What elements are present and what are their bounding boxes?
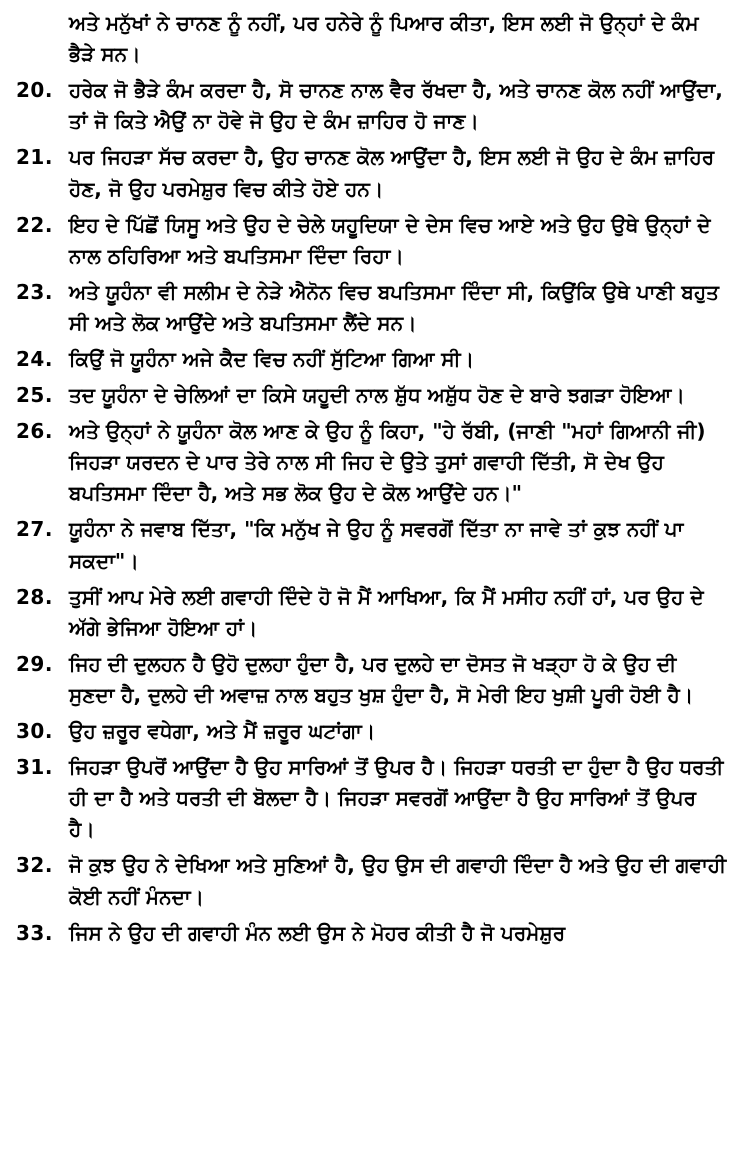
verse-number: 32.: [16, 853, 53, 878]
verse-23: [16, 277, 728, 339]
verse-text: ਅਤੇ ਮਨੁੱਖਾਂ ਨੇ ਚਾਨਣ ਨੂੰ ਨਹੀਂ, ਪਰ ਹਨੇਰੇ ਨੂੰ ਪਿਆਰ ਕੀਤਾ, ਇਸ ਲਈ ਜੋ ਉਨ੍ਹਾਂ ਦੇ ਕੰਮ ਭੈੜੇ ਸਨ।: [69, 11, 699, 67]
verse-number: 21.: [16, 145, 53, 170]
verse-text: ਅਤੇ ਯੂਹੰਨਾ ਵੀ ਸਲੀਮ ਦੇ ਨੇੜੇ ਐਨੋਨ ਵਿਚ ਬਪਤਿਸਮਾ ਦਿੰਦਾ ਸੀ, ਕਿਉਂਕਿ ਉਥੇ ਪਾਣੀ ਬਹੁਤ ਸੀ ਅਤੇ ਲੋਕ ਆਉਂਦੇ ਅਤੇ ਬਪਤਿਸਮਾ ਲੈਂਦੇ ਸਨ।: [69, 279, 719, 336]
verse-text: ਕਿਉਂ ਜੋ ਯੂਹੰਨਾ ਅਜੇ ਕੈਦ ਵਿਚ ਨਹੀਂ ਸੁੱਟਿਆ ਗਿਆ ਸੀ।: [69, 347, 475, 372]
verse-number: 24.: [16, 347, 53, 372]
verse-31: [16, 752, 728, 846]
verse-number: 26.: [16, 419, 53, 444]
verse-number: 31.: [16, 755, 53, 780]
verse-number: 33.: [16, 920, 53, 945]
verse-number: 27.: [16, 517, 53, 542]
verse-text: ਜਿਸ ਨੇ ਉਹ ਦੀ ਗਵਾਹੀ ਮੰਨ ਲਈ ਉਸ ਨੇ ਮੋਹਰ ਕੀਤੀ ਹੈ ਜੋ ਪਰਮੇਸ਼ੁਰ: [69, 920, 566, 945]
verse-number: 22.: [16, 212, 53, 237]
verse-33: [16, 918, 728, 949]
verse-32: [16, 850, 728, 912]
verse-29: [16, 649, 728, 711]
verse-number: 28.: [16, 584, 53, 609]
verse-text: ਉਹ ਜ਼ਰੂਰ ਵਧੇਗਾ, ਅਤੇ ਮੈਂ ਜ਼ਰੂਰ ਘਟਾਂਗਾ।: [69, 719, 376, 744]
verse-number: 30.: [16, 719, 53, 744]
verse-continuation: [16, 8, 728, 70]
verse-text: ਇਹ ਦੇ ਪਿੱਛੋਂ ਯਿਸੂ ਅਤੇ ਉਹ ਦੇ ਚੇਲੇ ਯਹੂਦਿਯਾ ਦੇ ਦੇਸ ਵਿਚ ਆਏ ਅਤੇ ਉਹ ਉਥੇ ਉਨ੍ਹਾਂ ਦੇ ਨਾਲ ਠਹਿਰਿਆ ਅਤੇ ਬਪਤਿਸਮਾ ਦਿੰਦਾ ਰਿਹਾ।: [69, 212, 711, 268]
verse-26: [16, 416, 728, 510]
verse-number: 25.: [16, 383, 53, 408]
verse-25: [16, 380, 728, 411]
verse-number: 20.: [16, 78, 53, 103]
verse-22: [16, 210, 728, 272]
verse-text: ਤਦ ਯੂਹੰਨਾ ਦੇ ਚੇਲਿਆਂ ਦਾ ਕਿਸੇ ਯਹੂਦੀ ਨਾਲ ਸ਼ੁੱਧ ਅਸ਼ੁੱਧ ਹੋਣ ਦੇ ਬਾਰੇ ਝਗੜਾ ਹੋਇਆ।: [69, 383, 685, 408]
verse-text: ਤੁਸੀਂ ਆਪ ਮੇਰੇ ਲਈ ਗਵਾਹੀ ਦਿੰਦੇ ਹੋ ਜੋ ਮੈਂ ਆਖਿਆ, ਕਿ ਮੈਂ ਮਸੀਹ ਨਹੀਂ ਹਾਂ, ਪਰ ਉਹ ਦੇ ਅੱਗੇ ਭੇਜਿਆ ਹੋਇਆ ਹਾਂ।: [69, 584, 704, 640]
verse-20: [16, 75, 728, 137]
verse-text: ਅਤੇ ਉਨ੍ਹਾਂ ਨੇ ਯੂਹੰਨਾ ਕੋਲ ਆਣ ਕੇ ਉਹ ਨੂੰ ਕਿਹਾ, "ਹੇ ਰੱਬੀ, (ਜਾਣੀ "ਮਹਾਂ ਗਿਆਨੀ ਜੀ) ਜਿਹੜਾ ਯਰਦਨ ਦੇ ਪਾਰ ਤੇਰੇ ਨਾਲ ਸੀ ਜਿਹ ਦੇ ਉਤੇ ਤੁਸਾਂ ਗਵਾਹੀ ਦਿੱਤੀ, ਸੋ ਦੇਖ ਉਹ ਬਪਤਿਸਮਾ ਦਿੰਦਾ ਹੈ, ਅਤੇ ਸਭ ਲੋਕ ਉਹ ਦੇ ਕੋਲ ਆਉਂਦੇ ਹਨ।": [69, 419, 706, 506]
verse-number: 23.: [16, 279, 53, 304]
verse-text: ਯੂਹੰਨਾ ਨੇ ਜਵਾਬ ਦਿੱਤਾ, "ਕਿ ਮਨੁੱਖ ਜੇ ਉਹ ਨੂੰ ਸਵਰਗੋਂ ਦਿੱਤਾ ਨਾ ਜਾਵੇ ਤਾਂ ਕੁਝ ਨਹੀਂ ਪਾ ਸਕਦਾ"।: [69, 517, 684, 573]
verse-text: ਹਰੇਕ ਜੋ ਭੈੜੇ ਕੰਮ ਕਰਦਾ ਹੈ, ਸੋ ਚਾਨਣ ਨਾਲ ਵੈਰ ਰੱਖਦਾ ਹੈ, ਅਤੇ ਚਾਨਣ ਕੋਲ ਨਹੀਂ ਆਉਂਦਾ, ਤਾਂ ਜੋ ਕਿਤੇ ਐਉਂ ਨਾ ਹੋਵੇ ਜੋ ਉਹ ਦੇ ਕੰਮ ਜ਼ਾਹਿਰ ਹੋ ਜਾਣ।: [69, 78, 723, 134]
verse-30: [16, 716, 728, 747]
verse-24: [16, 344, 728, 375]
verse-text: ਜਿਹੜਾ ਉਪਰੋਂ ਆਉਂਦਾ ਹੈ ਉਹ ਸਾਰਿਆਂ ਤੋਂ ਉਪਰ ਹੈ। ਜਿਹੜਾ ਧਰਤੀ ਦਾ ਹੁੰਦਾ ਹੈ ਉਹ ਧਰਤੀ ਹੀ ਦਾ ਹੈ ਅਤੇ ਧਰਤੀ ਦੀ ਬੋਲਦਾ ਹੈ। ਜਿਹੜਾ ਸਵਰਗੋਂ ਆਉਂਦਾ ਹੈ ਉਹ ਸਾਰਿਆਂ ਤੋਂ ਉਪਰ ਹੈ।: [69, 755, 724, 842]
verse-number: 29.: [16, 651, 53, 676]
verse-27: [16, 514, 728, 576]
verse-text: ਪਰ ਜਿਹੜਾ ਸੱਚ ਕਰਦਾ ਹੈ, ਉਹ ਚਾਨਣ ਕੋਲ ਆਉਂਦਾ ਹੈ, ਇਸ ਲਈ ਜੋ ਉਹ ਦੇ ਕੰਮ ਜ਼ਾਹਿਰ ਹੋਣ, ਜੋ ਉਹ ਪਰਮੇਸ਼ੁਰ ਵਿਚ ਕੀਤੇ ਹੋਏ ਹਨ।: [69, 145, 715, 201]
verse-text: ਜੋ ਕੁਝ ਉਹ ਨੇ ਦੇਖਿਆ ਅਤੇ ਸੁਣਿਆਂ ਹੈ, ਉਹ ਉਸ ਦੀ ਗਵਾਹੀ ਦਿੰਦਾ ਹੈ ਅਤੇ ਉਹ ਦੀ ਗਵਾਹੀ ਕੋਈ ਨਹੀਂ ਮੰਨਦਾ।: [69, 853, 727, 909]
verse-28: [16, 582, 728, 644]
verse-text: ਜਿਹ ਦੀ ਦੁਲਹਨ ਹੈ ਉਹੋ ਦੁਲਹਾ ਹੁੰਦਾ ਹੈ, ਪਰ ਦੁਲਹੇ ਦਾ ਦੋਸਤ ਜੋ ਖੜ੍ਹਾ ਹੋ ਕੇ ਉਹ ਦੀ ਸੁਣਦਾ ਹੈ, ਦੁਲਹੇ ਦੀ ਅਵਾਜ਼ ਨਾਲ ਬਹੁਤ ਖੁਸ਼ ਹੁੰਦਾ ਹੈ, ਸੋ ਮੇਰੀ ਇਹ ਖੁਸ਼ੀ ਪੂਰੀ ਹੋਈ ਹੈ।: [69, 651, 694, 708]
verse-21: [16, 142, 728, 204]
